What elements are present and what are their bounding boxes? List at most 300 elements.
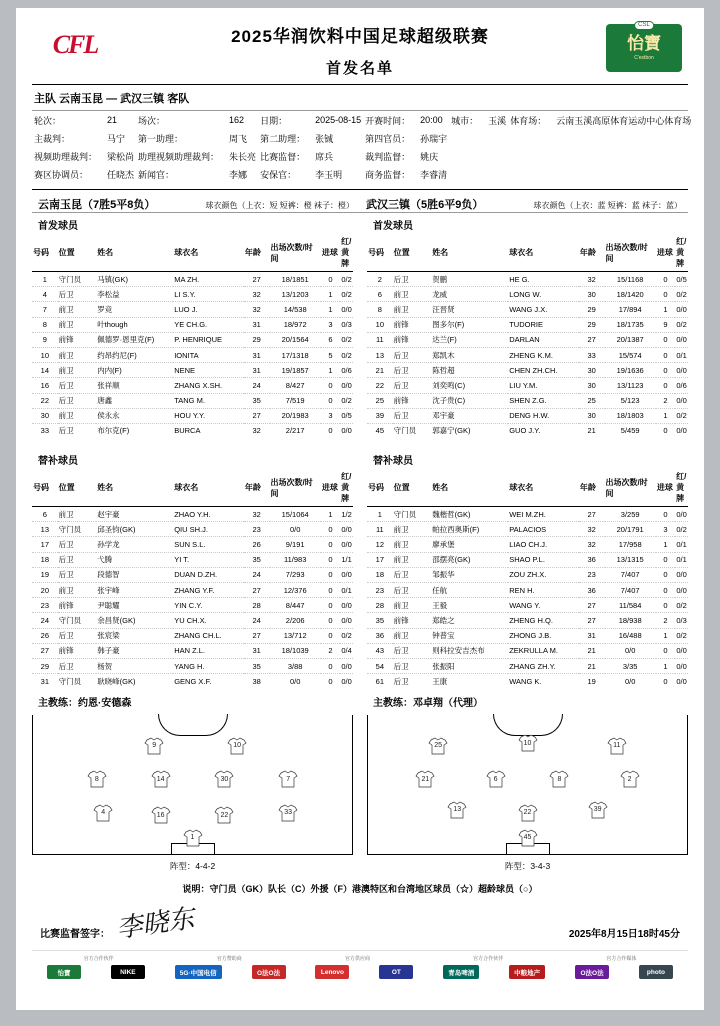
- home-pitch: [32, 715, 353, 855]
- cell-name: 邱圣钧(GK): [96, 522, 173, 537]
- cell-app: 18/1039: [270, 643, 321, 658]
- sponsor-logo-icon: 5G·中国电信: [175, 965, 222, 979]
- cell-eng: ZHANG CH.L.: [173, 628, 244, 643]
- cell-crd: 0/0: [340, 658, 353, 673]
- cell-pos: 前卫: [58, 317, 97, 332]
- col-age: 年龄: [579, 469, 605, 507]
- meta-label: 新闻官：: [138, 169, 175, 180]
- cell-gol: 0: [321, 567, 340, 582]
- away-subs-table: [367, 469, 688, 688]
- cell-gol: 1: [656, 658, 675, 673]
- cell-pos: 前锋: [393, 613, 432, 628]
- cell-name: 张宇峰: [96, 583, 173, 598]
- cell-num: 23: [32, 598, 58, 613]
- away-pitch: [367, 715, 688, 855]
- away-coach: 主教练：邓卓翔（代理）: [373, 698, 483, 710]
- page-subtitle: 首发名单: [325, 60, 394, 77]
- table-row: [32, 507, 353, 522]
- pitch-shirt: 21: [414, 770, 436, 788]
- col-position: 位置: [393, 469, 432, 507]
- cell-age: 24: [244, 567, 270, 582]
- cell-gol: 2: [321, 643, 340, 658]
- table-row: [367, 674, 688, 689]
- cell-age: 35: [244, 658, 270, 673]
- cell-gol: 1: [321, 302, 340, 317]
- table-row: [367, 302, 688, 317]
- table-header-row: [367, 469, 688, 507]
- cell-gol: 6: [321, 332, 340, 347]
- cell-eng: HOU Y.Y.: [173, 408, 244, 423]
- cell-age: 28: [244, 598, 270, 613]
- cell-age: 31: [579, 628, 605, 643]
- cell-name: 则科拉安吉杰布: [431, 643, 508, 658]
- cell-name: 约昂约尼(F): [96, 347, 173, 362]
- cell-age: 27: [579, 507, 605, 522]
- cell-gol: 0: [321, 628, 340, 643]
- cell-pos: 前锋: [58, 332, 97, 347]
- cell-num: 18: [32, 552, 58, 567]
- cell-pos: 后卫: [58, 567, 97, 582]
- cell-age: 30: [579, 287, 605, 302]
- cell-app: 0/0: [270, 522, 321, 537]
- table-row: [32, 393, 353, 408]
- cell-gol: 5: [321, 347, 340, 362]
- cell-app: 18/1851: [270, 272, 321, 287]
- cell-num: 6: [367, 287, 393, 302]
- cell-age: 24: [244, 378, 270, 393]
- cell-gol: 0: [663, 426, 668, 436]
- home-subs: [32, 448, 353, 688]
- table-row: [367, 628, 688, 643]
- pitch-shirt: 22: [517, 804, 539, 822]
- table-row: [32, 347, 353, 362]
- home-subs-title: 替补球员: [38, 456, 78, 468]
- table-row: [32, 613, 353, 628]
- sheet-header: [32, 18, 688, 80]
- cell-app: 7/407: [605, 567, 656, 582]
- meta-label: 场次：: [138, 115, 166, 126]
- cell-age: 25: [579, 393, 605, 408]
- table-row: [32, 363, 353, 378]
- away-team-name: 武汉三镇（5胜6平9负）: [366, 199, 484, 211]
- cell-age: 32: [579, 522, 605, 537]
- cell-app: 13/1315: [605, 552, 656, 567]
- meta-label: 第四官员：: [365, 133, 411, 144]
- cell-age: 19: [587, 676, 596, 686]
- cell-eng: LUO J.: [173, 302, 244, 317]
- cell-gol: 0: [656, 643, 675, 658]
- sponsor-logo-icon: NIKE: [111, 965, 145, 979]
- cell-pos: 后卫: [393, 583, 432, 598]
- cell-app: 3/35: [605, 658, 656, 673]
- table-row: [32, 628, 353, 643]
- cell-crd: 0/3: [340, 317, 353, 332]
- cell-num: 35: [367, 613, 393, 628]
- col-position: 位置: [58, 234, 97, 272]
- col-number: 号码: [367, 234, 393, 272]
- cell-num: 16: [32, 378, 58, 393]
- cell-age: 36: [579, 552, 605, 567]
- cell-num: 1: [367, 507, 393, 522]
- cell-gol: 0: [321, 613, 340, 628]
- cell-num: 23: [367, 583, 393, 598]
- cell-crd: 0/0: [340, 522, 353, 537]
- cell-app: 11/983: [270, 552, 321, 567]
- cell-crd: 0/6: [340, 363, 353, 378]
- cell-crd: 0/2: [340, 347, 353, 362]
- cell-eng: MA ZH.: [173, 272, 244, 287]
- cell-name: 王毅: [431, 598, 508, 613]
- cell-app: 9/191: [270, 537, 321, 552]
- cell-gol: 0: [656, 287, 675, 302]
- cell-name: 帕拉西奥斯(F): [431, 522, 508, 537]
- cell-name: 马镇(GK): [96, 272, 173, 287]
- cell-gol: 0: [321, 658, 340, 673]
- teams-line: 主队 云南玉昆 — 武汉三镇 客队: [34, 93, 190, 105]
- cell-app: 19/1636: [605, 363, 656, 378]
- cell-num: 10: [367, 317, 393, 332]
- cell-app: 18/1420: [605, 287, 656, 302]
- cell-eng: ZEKRULLA M.: [508, 643, 579, 658]
- sponsor-category: 官方供应商: [344, 956, 370, 963]
- col-shirtname: 球衣名: [173, 469, 244, 507]
- cell-crd: 0/2: [675, 408, 688, 423]
- cell-eng: ZHENG K.M.: [508, 347, 579, 362]
- table-row: [32, 674, 353, 689]
- cell-eng: LIU Y.M.: [508, 378, 579, 393]
- meta-value: 李睿清: [420, 169, 448, 180]
- sponsor-category: 官方合作伙伴: [83, 956, 114, 963]
- cell-age: 31: [244, 363, 270, 378]
- cell-num: 29: [32, 658, 58, 673]
- cell-pos: 前卫: [393, 302, 432, 317]
- col-name: 姓名: [96, 469, 173, 507]
- cell-crd: 0/2: [340, 628, 353, 643]
- cell-name: 郭嘉宁(GK): [432, 426, 471, 436]
- signature-date: 2025年8月15日18时45分: [568, 929, 680, 941]
- col-number: 号码: [32, 234, 58, 272]
- cell-name: 邵摆亮(GK): [431, 552, 508, 567]
- meta-value: 162: [229, 115, 245, 125]
- cell-gol: 1: [656, 302, 675, 317]
- cell-app: 5/123: [605, 393, 656, 408]
- cell-app: 12/376: [270, 583, 321, 598]
- col-name: 姓名: [431, 469, 508, 507]
- col-cards: 红/黄牌: [675, 469, 688, 507]
- cell-age: 32: [579, 272, 605, 287]
- col-appearances: 出场次数/时间: [605, 234, 656, 272]
- legend-text: 说明：守门员（GK）队长（C）外援（F）港澳特区和台湾地区球员（☆）超龄球员（○）: [182, 884, 538, 895]
- cell-app: 13/1123: [605, 378, 656, 393]
- cell-pos: 前卫: [393, 552, 432, 567]
- cell-pos: 守门员: [58, 676, 82, 686]
- cell-crd: 0/0: [340, 598, 353, 613]
- cell-eng: ZHAO Y.H.: [173, 507, 244, 522]
- col-appearances: 出场次数/时间: [270, 469, 321, 507]
- sponsor-logo-icon: 中粮地产: [509, 965, 545, 979]
- signature-mark: 李晓东: [114, 904, 196, 944]
- cell-age: 29: [579, 302, 605, 317]
- table-header-row: [32, 469, 353, 507]
- cell-app: 18/938: [605, 613, 656, 628]
- cell-pos: 后卫: [58, 537, 97, 552]
- cell-app: 18/1735: [605, 317, 656, 332]
- signature-row: [32, 903, 688, 944]
- table-row: [367, 567, 688, 582]
- away-band: [360, 196, 688, 212]
- cell-eng: QIU SH.J.: [173, 522, 244, 537]
- table-row: [367, 522, 688, 537]
- cell-age: 23: [579, 567, 605, 582]
- cell-age: 33: [579, 347, 605, 362]
- pitch-shirt: 9: [143, 737, 165, 755]
- cell-eng: TUDORIE: [508, 317, 579, 332]
- cell-num: 31: [40, 676, 49, 686]
- cell-gol: 1: [656, 408, 675, 423]
- cell-eng: ZHENG H.Q.: [508, 613, 579, 628]
- pitch-shirt: 33: [277, 804, 299, 822]
- match-meta-table: [32, 111, 693, 183]
- cell-num: 17: [32, 537, 58, 552]
- cell-num: 12: [367, 537, 393, 552]
- meta-value: 姚庆: [420, 151, 439, 162]
- cell-num: 22: [32, 393, 58, 408]
- meta-label: 第二助理：: [260, 133, 306, 144]
- meta-row: [32, 165, 693, 183]
- meta-row: [32, 147, 693, 165]
- cell-gol: 0: [656, 507, 675, 522]
- signature-label: 比赛监督签字：: [40, 929, 110, 941]
- cell-pos: 后卫: [58, 628, 97, 643]
- cell-age: 27: [244, 272, 270, 287]
- cell-eng: DENG H.W.: [508, 408, 579, 423]
- cell-app: 20/1983: [270, 408, 321, 423]
- cell-crd: 0/0: [340, 378, 353, 393]
- cell-pos: 前锋: [58, 643, 97, 658]
- cell-gol: 0: [656, 378, 675, 393]
- cell-name: 杨贺: [96, 658, 173, 673]
- cell-name: 叶though: [96, 317, 173, 332]
- cell-gol: 1: [321, 363, 340, 378]
- cell-eng: ZHANG ZH.Y.: [508, 658, 579, 673]
- meta-value: 任晓杰: [107, 169, 135, 180]
- cell-gol: 0: [656, 552, 675, 567]
- cell-age: 31: [244, 317, 270, 332]
- table-row: [32, 643, 353, 658]
- pitch-shirt: 45: [517, 829, 539, 847]
- sponsor-category: 官方合作媒体: [606, 956, 637, 963]
- table-row: [32, 332, 353, 347]
- cell-pos: 前锋: [393, 317, 432, 332]
- cell-pos: 前卫: [393, 287, 432, 302]
- cell-eng: SHEN Z.G.: [508, 393, 579, 408]
- meta-label: 视频助理裁判：: [34, 151, 98, 162]
- col-number: 号码: [32, 469, 58, 507]
- cell-name: 邓宇豪: [431, 408, 508, 423]
- cell-name: 贺鹏: [431, 272, 508, 287]
- cell-num: 13: [32, 522, 58, 537]
- cell-gol: 3: [321, 408, 340, 423]
- away-pitch-wrap: [367, 715, 688, 872]
- cell-age: 32: [244, 287, 270, 302]
- col-goals: 进球: [321, 469, 340, 507]
- meta-value: 席兵: [315, 151, 334, 162]
- cell-pos: 后卫: [393, 658, 432, 673]
- pitch-shirt: 22: [213, 806, 235, 824]
- cell-app: 19/1857: [270, 363, 321, 378]
- cell-crd: 0/4: [340, 643, 353, 658]
- cell-name: 陈哲超: [431, 363, 508, 378]
- cell-eng: DUAN D.ZH.: [173, 567, 244, 582]
- meta-label: 第一助理：: [138, 133, 184, 144]
- table-row: [32, 522, 353, 537]
- cell-crd: 0/2: [340, 287, 353, 302]
- cell-app: 3/88: [270, 658, 321, 673]
- sponsor-logo-icon: 怡寶: [47, 965, 81, 979]
- cell-crd: 0/3: [675, 613, 688, 628]
- lineup-sheet: [16, 8, 704, 1010]
- pitch-shirt: 8: [86, 770, 108, 788]
- cell-gol: 0: [321, 522, 340, 537]
- cell-num: 27: [32, 643, 58, 658]
- pitch-row: [32, 715, 688, 872]
- cell-app: 16/488: [605, 628, 656, 643]
- cell-name: 段德智: [96, 567, 173, 582]
- cell-eng: SHAO P.L.: [508, 552, 579, 567]
- meta-value: 21: [107, 115, 118, 125]
- cell-name: 余昌贤(GK): [96, 613, 173, 628]
- cell-pos: 后卫: [393, 378, 432, 393]
- col-appearances: 出场次数/时间: [605, 469, 656, 507]
- cell-crd: 0/0: [340, 613, 353, 628]
- meta-value: 2025-08-15: [315, 115, 362, 125]
- cell-age: 29: [244, 332, 270, 347]
- cell-app: 0/0: [624, 676, 636, 686]
- cell-crd: 0/6: [675, 378, 688, 393]
- cell-name: 张祥顺: [96, 378, 173, 393]
- cell-eng: DARLAN: [508, 332, 579, 347]
- table-row: [32, 302, 353, 317]
- cell-num: 11: [367, 522, 393, 537]
- cell-gol: 0: [328, 676, 333, 686]
- cell-app: 2/206: [270, 613, 321, 628]
- cell-gol: 0: [321, 537, 340, 552]
- away-starters-table: [367, 234, 688, 438]
- cell-age: 32: [244, 507, 270, 522]
- center-arc: [493, 714, 563, 736]
- cell-num: 26: [32, 628, 58, 643]
- table-row: [367, 423, 688, 438]
- cell-num: 39: [367, 408, 393, 423]
- cell-name: 邹振华: [431, 567, 508, 582]
- cell-app: 15/1168: [605, 272, 656, 287]
- cell-eng: GENG X.F.: [174, 676, 212, 686]
- meta-label: 城市：: [451, 115, 479, 126]
- cell-crd: 0/2: [675, 522, 688, 537]
- meta-label: 比赛监督：: [260, 151, 306, 162]
- cell-pos: 后卫: [58, 658, 97, 673]
- cell-gol: 0: [656, 583, 675, 598]
- cell-num: 9: [32, 332, 58, 347]
- cell-age: 27: [579, 613, 605, 628]
- cell-age: 32: [579, 537, 605, 552]
- col-goals: 进球: [656, 234, 675, 272]
- cell-age: 24: [244, 613, 270, 628]
- cell-crd: 0/0: [675, 643, 688, 658]
- cell-pos: 后卫: [393, 408, 432, 423]
- cell-age: 27: [244, 583, 270, 598]
- team-band: [32, 196, 688, 212]
- cell-crd: 0/0: [676, 676, 687, 686]
- cell-num: 36: [367, 628, 393, 643]
- cell-pos: 后卫: [393, 363, 432, 378]
- coach-row: [32, 688, 688, 713]
- pitch-shirt: 11: [606, 737, 628, 755]
- away-starters: [367, 213, 688, 438]
- cell-eng: WANG J.X.: [508, 302, 579, 317]
- cell-age: 27: [244, 628, 270, 643]
- cell-num: 21: [367, 363, 393, 378]
- cell-age: 36: [579, 583, 605, 598]
- cell-age: 26: [244, 537, 270, 552]
- home-coach: 主教练：约恩·安德森: [38, 698, 132, 710]
- cell-crd: 0/0: [676, 426, 687, 436]
- table-row: [367, 598, 688, 613]
- cell-pos: 后卫: [393, 676, 409, 686]
- cell-name: 任航: [431, 583, 508, 598]
- col-cards: 红/黄牌: [340, 234, 353, 272]
- pitch-shirt: 10: [517, 734, 539, 752]
- cell-app: 15/574: [605, 347, 656, 362]
- cell-crd: 1/2: [340, 507, 353, 522]
- cell-age: 38: [252, 676, 261, 686]
- table-row: [32, 552, 353, 567]
- pitch-shirt: 30: [213, 770, 235, 788]
- cell-gol: 0: [656, 567, 675, 582]
- cell-app: 13/712: [270, 628, 321, 643]
- cell-crd: 0/0: [340, 567, 353, 582]
- col-age: 年龄: [579, 234, 605, 272]
- cell-name: 魏楷哲(GK): [431, 507, 508, 522]
- cell-name: 耿晓峰(GK): [97, 676, 136, 686]
- cell-num: 43: [367, 643, 393, 658]
- cell-gol: 2: [656, 613, 675, 628]
- table-row: [367, 658, 688, 673]
- sponsor-name-en: C'estbon: [634, 54, 654, 61]
- col-position: 位置: [393, 234, 432, 272]
- sponsor-logo-icon: [606, 24, 682, 72]
- cell-crd: 0/1: [675, 537, 688, 552]
- sponsor-category: 官方合作伙伴: [473, 956, 504, 963]
- table-row: [32, 423, 353, 438]
- cell-name: 张振阳: [431, 658, 508, 673]
- cell-eng: HE G.: [508, 272, 579, 287]
- home-kit-colors: 球衣颜色（上衣：短 短裤：橙 袜子：橙）: [205, 201, 354, 210]
- cell-eng: LI S.Y.: [173, 287, 244, 302]
- cell-app: 7/407: [605, 583, 656, 598]
- cell-num: 8: [32, 317, 58, 332]
- cell-app: 15/1064: [270, 507, 321, 522]
- cell-eng: ZHANG X.SH.: [173, 378, 244, 393]
- pitch-shirt: 8: [548, 770, 570, 788]
- cell-name: 布尔克(F): [97, 426, 130, 436]
- col-goals: 进球: [656, 469, 675, 507]
- cell-app: 8/447: [270, 598, 321, 613]
- cell-eng: LIAO CH.J.: [508, 537, 579, 552]
- cell-eng: P. HENRIQUE: [173, 332, 244, 347]
- table-row: [32, 317, 353, 332]
- cell-pos: 守门员: [58, 272, 97, 287]
